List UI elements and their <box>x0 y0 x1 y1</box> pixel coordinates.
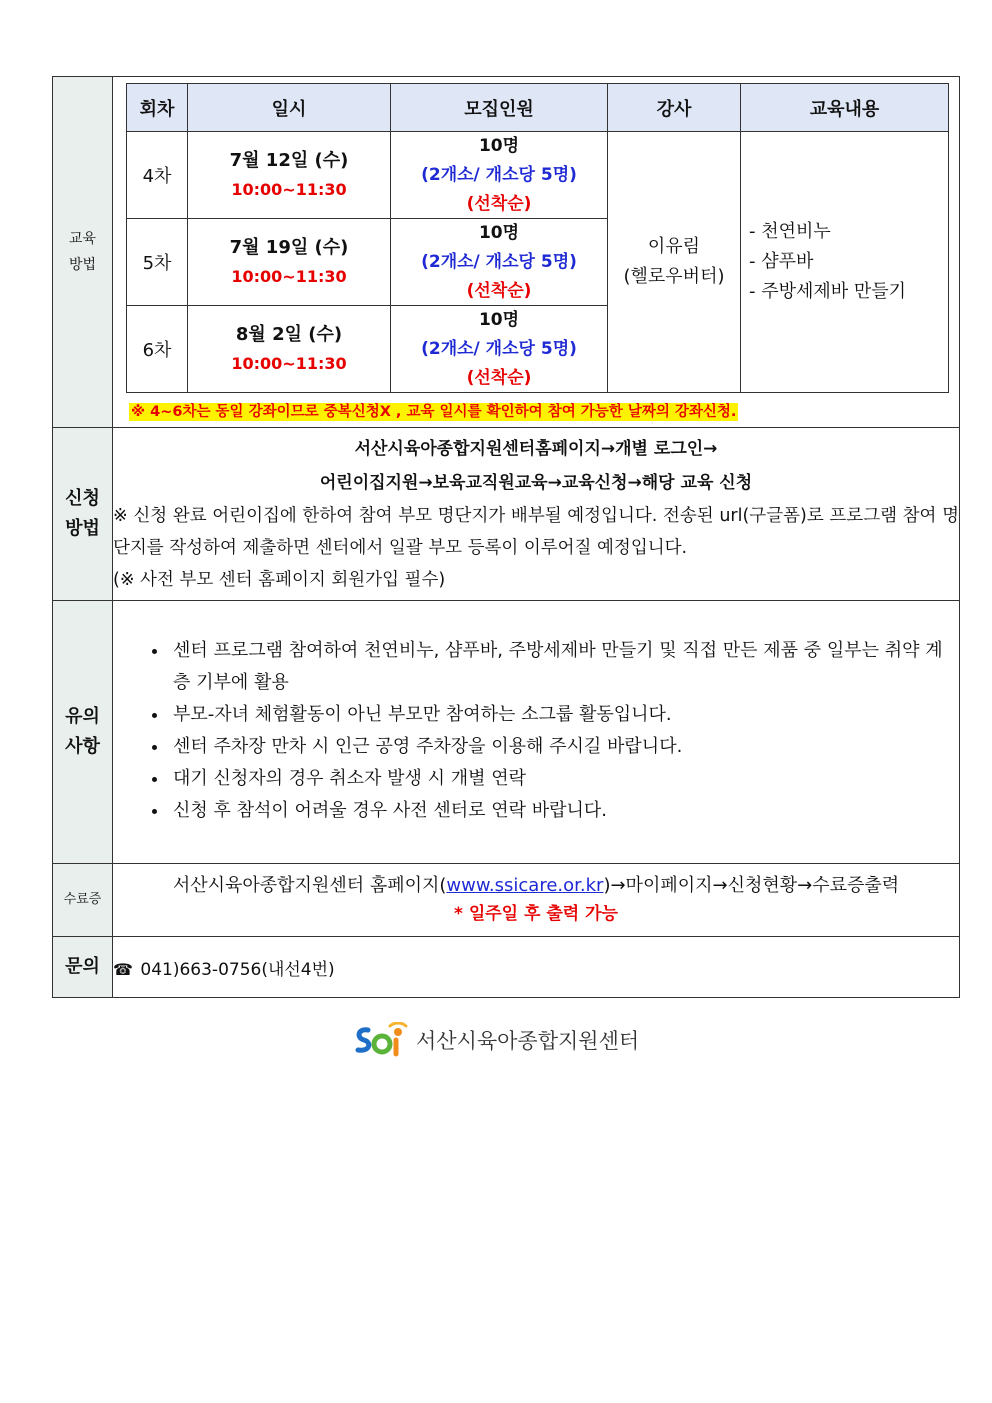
phone-icon: ☎ <box>113 959 133 979</box>
instructor-name: 이유림 <box>647 236 701 257</box>
certificate-row <box>53 864 960 937</box>
homepage-link[interactable]: www.ssicare.or.kr <box>446 875 604 896</box>
apply-row <box>53 428 960 601</box>
date-text: 8월 2일 (수) <box>235 324 343 345</box>
apply-label <box>53 428 113 601</box>
notes-list <box>139 635 949 827</box>
center-logo-icon <box>354 1022 412 1058</box>
phone-number: 041)663-0756(내선4번) <box>140 959 335 980</box>
time-text: 10:00~11:30 <box>231 267 347 286</box>
content-list <box>741 217 948 307</box>
date-cell <box>188 219 391 306</box>
time-text: 10:00~11:30 <box>231 180 347 199</box>
count-cell <box>391 132 608 219</box>
count-text: 10명 <box>478 136 520 156</box>
certificate-prefix: 서산시육아종합지원센터 홈페이지( <box>172 875 447 896</box>
count-detail: (2개소/ 개소당 5명) <box>421 252 577 272</box>
count-order: (선착순) <box>466 281 532 301</box>
inquiry-cell <box>113 937 960 998</box>
method-label <box>53 77 113 428</box>
certificate-suffix: )→마이페이지→신청현황→수료증출력 <box>603 875 900 896</box>
date-text: 7월 12일 (수) <box>229 150 349 171</box>
certificate-path <box>113 872 959 900</box>
count-detail: (2개소/ 개소당 5명) <box>421 339 577 359</box>
schedule-table <box>126 83 949 393</box>
notes-label-text: 유의 사항 <box>65 706 100 757</box>
note-item: • 부모-자녀 체험활동이 아닌 부모만 참여하는 소그룹 활동입니다. <box>169 699 949 731</box>
content-item: - 주방세제바 만들기 <box>749 281 907 302</box>
certificate-note: * 일주일 후 출력 가능 <box>454 904 618 924</box>
apply-note-2: (※ 사전 부모 센터 홈페이지 회원가입 필수) <box>113 570 446 590</box>
apply-label-text: 신청 방법 <box>65 488 100 539</box>
content-cell <box>741 132 949 393</box>
count-order: (선착순) <box>466 368 532 388</box>
schedule-row <box>127 132 949 219</box>
duplicate-warning <box>129 401 959 423</box>
footer-logo <box>354 1020 639 1060</box>
count-text: 10명 <box>478 223 520 243</box>
instructor-cell <box>608 132 741 393</box>
round-cell: 6차 <box>127 306 188 393</box>
method-label-text: 교육 방법 <box>68 231 97 273</box>
count-cell <box>391 306 608 393</box>
header-content: 교육내용 <box>741 84 949 132</box>
header-date: 일시 <box>188 84 391 132</box>
apply-cell <box>113 428 960 601</box>
warning-text: ※ 4~6차는 동일 강좌이므로 중복신청X , 교육 일시를 확인하여 참여 가능한 날짜의 강좌신청. <box>131 404 737 420</box>
count-text: 10명 <box>478 310 520 330</box>
time-text: 10:00~11:30 <box>231 354 347 373</box>
certificate-label: 수료증 <box>53 864 113 937</box>
inquiry-row <box>53 937 960 998</box>
header-round: 회차 <box>127 84 188 132</box>
header-count: 모집인원 <box>391 84 608 132</box>
content-item: - 천연비누 <box>749 221 831 242</box>
inquiry-label: 문의 <box>53 937 113 998</box>
notes-row <box>53 601 960 864</box>
date-cell <box>188 306 391 393</box>
apply-step-1: 서산시육아종합지원센터홈페이지→개별 로그인→ <box>354 439 718 459</box>
apply-step-2: 어린이집지원→보육교직원교육→교육신청→해당 교육 신청 <box>319 473 753 493</box>
count-order: (선착순) <box>466 194 532 214</box>
instructor-title: (헬로우버터) <box>623 266 725 287</box>
notes-label <box>53 601 113 864</box>
apply-note: ※ 신청 완료 어린이집에 한하여 참여 부모 명단지가 배부될 예정입니다. 전송된 url(구글폼)로 프로그램 참여 명단지를 작성하여 제출하면 센터에서 일괄 부모 등록이 이루어질 예정입니다. <box>113 506 959 558</box>
header-instructor: 강사 <box>608 84 741 132</box>
round-cell: 5차 <box>127 219 188 306</box>
note-item: • 신청 후 참석이 어려울 경우 사전 센터로 연락 바랍니다. <box>169 795 949 827</box>
count-cell <box>391 219 608 306</box>
certificate-cell <box>113 864 960 937</box>
count-detail: (2개소/ 개소당 5명) <box>421 165 577 185</box>
round-cell: 4차 <box>127 132 188 219</box>
content-item: - 샴푸바 <box>749 251 814 272</box>
date-cell <box>188 132 391 219</box>
method-cell <box>113 77 960 428</box>
method-row <box>53 77 960 428</box>
date-text: 7월 19일 (수) <box>229 237 349 258</box>
notes-cell <box>113 601 960 864</box>
note-item: • 센터 프로그램 참여하여 천연비누, 샴푸바, 주방세제바 만들기 및 직접 만든 제품 중 일부는 취약 계층 기부에 활용 <box>169 635 949 699</box>
info-table <box>52 76 960 998</box>
center-name: 서산시육아종합지원센터 <box>416 1029 640 1053</box>
note-item: • 센터 주차장 만차 시 인근 공영 주차장을 이용해 주시길 바랍니다. <box>169 731 949 763</box>
note-item: • 대기 신청자의 경우 취소자 발생 시 개별 연락 <box>169 763 949 795</box>
